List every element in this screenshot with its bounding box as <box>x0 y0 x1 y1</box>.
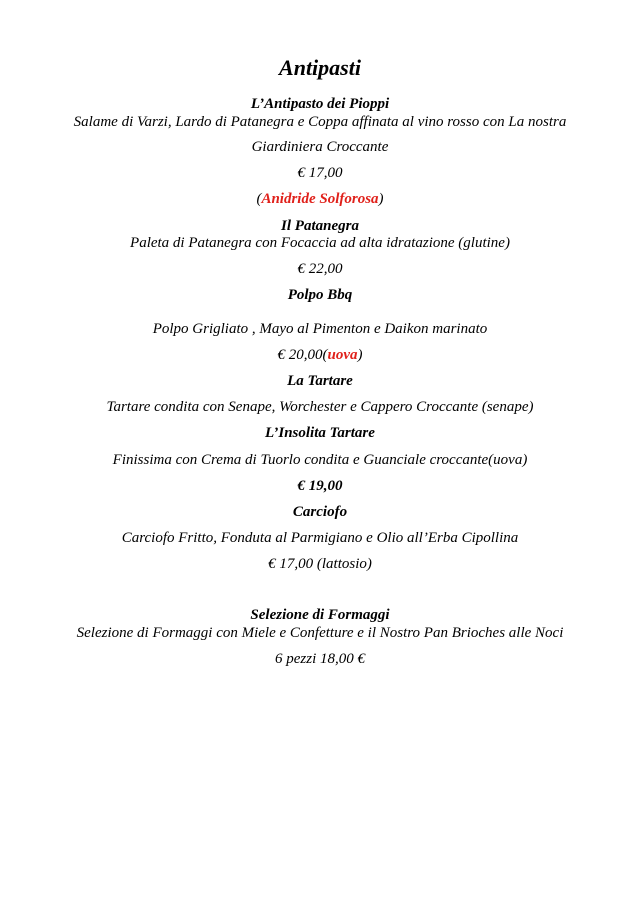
allergen-label: uova <box>327 347 358 363</box>
allergen-note <box>0 190 640 208</box>
dish-description: Finissima con Crema di Tuorlo condita e Guanciale croccante(uova) <box>112 452 528 468</box>
dish-name: Selezione di Formaggi <box>250 607 390 623</box>
dish-name: Polpo Bbq <box>287 287 353 303</box>
dish-price-with-allergen <box>0 346 640 364</box>
dish-description: Polpo Grigliato , Mayo al Pimenton e Daikon marinato <box>152 321 488 337</box>
dish-price: € 22,00 <box>297 261 343 277</box>
dish-name: L’Antipasto dei Pioppi <box>250 96 390 112</box>
dish-price: € 17,00 <box>297 165 343 181</box>
dish-name: Carciofo <box>292 504 348 520</box>
allergen-label: Anidride Solforosa <box>261 191 379 207</box>
allergen-paren-open: ( <box>322 347 328 363</box>
allergen-paren-close: ) <box>378 191 384 207</box>
dish-description: Giardiniera Croccante <box>251 139 389 155</box>
allergen-paren-open: ( <box>256 191 262 207</box>
dish-price: 6 pezzi 18,00 € <box>275 651 365 667</box>
dish-price: € 19,00 <box>297 478 343 494</box>
dish-name: Il Patanegra <box>281 218 359 234</box>
dish-description: Carciofo Fritto, Fonduta al Parmigiano e Olio all’Erba Cipollina <box>121 530 519 546</box>
dish-description: Salame di Varzi, Lardo di Patanegra e Coppa affinata al vino rosso con La nostra <box>73 114 567 130</box>
dish-name: L’Insolita Tartare <box>265 425 375 441</box>
dish-price: € 17,00 (lattosio) <box>268 556 372 572</box>
dish-name: La Tartare <box>287 373 353 389</box>
page-title: Antipasti <box>279 55 361 80</box>
dish-price: € 20,00 <box>277 347 323 363</box>
allergen-paren-close: ) <box>357 347 363 363</box>
dish-description: Paleta di Patanegra con Focaccia ad alta idratazione (glutine) <box>130 235 510 251</box>
dish-description: Tartare condita con Senape, Worchester e Cappero Croccante (senape) <box>106 399 534 415</box>
dish-description: Selezione di Formaggi con Miele e Confetture e il Nostro Pan Brioches alle Noci <box>76 625 564 641</box>
